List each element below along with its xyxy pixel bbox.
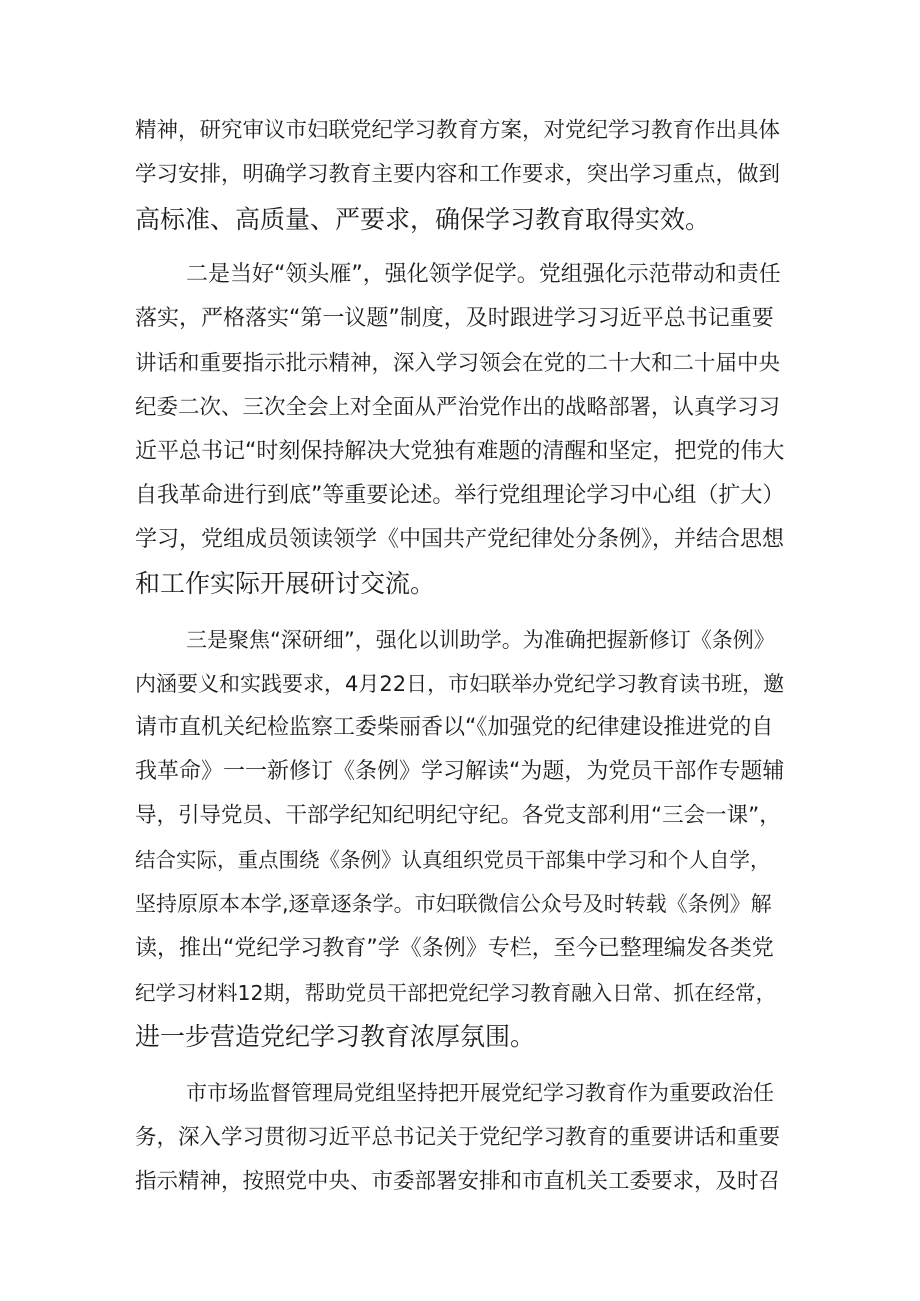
text-line: 导，引导党员、干部学纪知纪明纪守纪。各党支部利用“三会一课”，: [135, 803, 781, 828]
text-line: 内涵要义和实践要求，4月22日，市妇联举办党纪学习教育读书班，邀: [135, 672, 785, 696]
text-line: 纪委二次、三次全会上对全面从严治党作出的战略部署，认真学习习: [135, 395, 781, 420]
text-line: 讲话和重要指示批示精神，深入学习领会在党的二十大和二十届中央: [135, 351, 781, 376]
text-line: 坚持原原本本学,逐章逐条学。市妇联微信公众号及时转载《条例》解: [135, 892, 772, 916]
text-line: 近平总书记“时刻保持解决大党独有难题的清醒和坚定，把党的伟大: [135, 439, 785, 464]
text-line: 我革命》一一新修订《条例》学习解读“为题，为党员干部作专题辅: [135, 759, 785, 784]
text-line: 学习安排，明确学习教育主要内容和工作要求，突出学习重点，做到: [135, 162, 781, 187]
text-line: 结合实际，重点围绕《条例》认真组织党员干部集中学习和个人自学，: [135, 848, 771, 872]
text-line: 务，深入学习贯彻习近平总书记关于党纪学习教育的重要讲话和重要: [135, 1125, 781, 1150]
text-line: 落实，严格落实“第一议题”制度，及时跟进学习习近平总书记重要: [135, 306, 774, 331]
text-line: 进一步营造党纪学习教育浓厚氛围。: [135, 1022, 536, 1051]
text-line: 学习，党组成员领读领学《中国共产党纪律处分条例》，并结合思想: [135, 527, 785, 552]
text-line: 纪学习材料12期，帮助党员干部把党纪学习教育融入日常、抓在经常，: [135, 981, 777, 1005]
text-line: 高标准、高质量、严要求，确保学习教育取得实效。: [135, 205, 711, 234]
text-line: 读，推出“党纪学习教育”学《条例》专栏，至今已整理编发各类党: [135, 936, 774, 961]
text-line: 和工作实际开展研讨交流。: [135, 569, 436, 598]
text-line: 二是当好“领头雁”，强化领学促学。党组强化示范带动和责任: [186, 262, 781, 287]
text-line: 三是聚焦“深研细”，强化以训助学。为准确把握新修订《条例》: [186, 628, 775, 652]
text-line: 精神，研究审议市妇联党纪学习教育方案，对党纪学习教育作出具体: [135, 118, 781, 143]
text-line: 指示精神，按照党中央、市委部署安排和市直机关工委要求，及时召: [135, 1169, 781, 1194]
text-line: 市市场监督管理局党组坚持把开展党纪学习教育作为重要政治任: [186, 1081, 774, 1105]
text-line: 请市直机关纪检监察工委柴丽香以“《加强党的纪律建设推进党的自: [135, 715, 774, 740]
text-line: 自我革命进行到底”等重要论述。举行党组理论学习中心组（扩大）: [135, 483, 785, 508]
